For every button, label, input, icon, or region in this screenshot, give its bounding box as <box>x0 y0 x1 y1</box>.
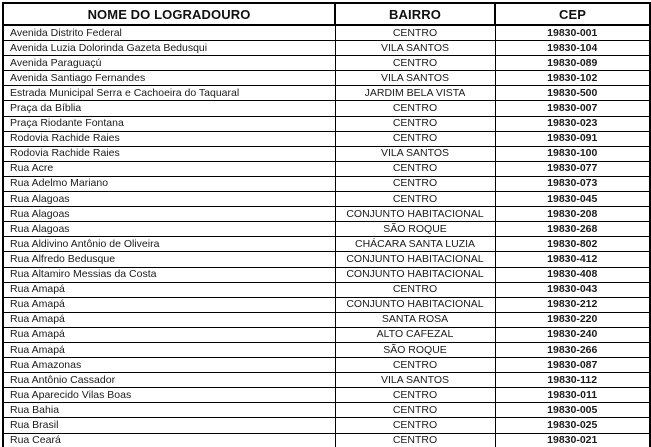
column-header-bairro: BAIRRO <box>335 3 495 25</box>
table-row <box>3 327 650 342</box>
table-row <box>3 56 650 71</box>
cell-logradouro: Rua Amapá <box>3 312 335 327</box>
cell-logradouro: Rua Alagoas <box>3 222 335 237</box>
cell-bairro: CENTRO <box>335 131 495 146</box>
cell-bairro: CENTRO <box>335 403 495 418</box>
cell-cep: 19830-021 <box>495 433 650 447</box>
cell-bairro: CONJUNTO HABITACIONAL <box>335 297 495 312</box>
cell-cep: 19830-011 <box>495 388 650 403</box>
cell-cep: 19830-001 <box>495 25 650 41</box>
cell-cep: 19830-073 <box>495 176 650 191</box>
table-row <box>3 237 650 252</box>
table-row <box>3 101 650 116</box>
cell-logradouro: Rodovia Rachide Raies <box>3 146 335 161</box>
cell-logradouro: Rua Bahia <box>3 403 335 418</box>
cell-bairro: CENTRO <box>335 388 495 403</box>
cell-bairro: VILA SANTOS <box>335 41 495 56</box>
cell-cep: 19830-077 <box>495 161 650 176</box>
cell-cep: 19830-100 <box>495 146 650 161</box>
cell-bairro: CENTRO <box>335 433 495 447</box>
cell-bairro: CONJUNTO HABITACIONAL <box>335 267 495 282</box>
cell-logradouro: Rua Amazonas <box>3 358 335 373</box>
cell-cep: 19830-089 <box>495 56 650 71</box>
cell-logradouro: Avenida Paraguaçú <box>3 56 335 71</box>
cell-cep: 19830-005 <box>495 403 650 418</box>
cell-cep: 19830-043 <box>495 282 650 297</box>
cell-cep: 19830-091 <box>495 131 650 146</box>
table-row <box>3 297 650 312</box>
cell-logradouro: Rua Alagoas <box>3 207 335 222</box>
cell-cep: 19830-112 <box>495 373 650 388</box>
table-row <box>3 418 650 433</box>
cell-logradouro: Avenida Distrito Federal <box>3 25 335 41</box>
table-row <box>3 358 650 373</box>
cell-bairro: VILA SANTOS <box>335 71 495 86</box>
table-row <box>3 252 650 267</box>
table-row <box>3 146 650 161</box>
cell-logradouro: Rua Amapá <box>3 342 335 357</box>
table-row <box>3 282 650 297</box>
cell-bairro: JARDIM BELA VISTA <box>335 86 495 101</box>
column-header-cep: CEP <box>495 3 650 25</box>
cell-logradouro: Avenida Santiago Fernandes <box>3 71 335 86</box>
cell-bairro: CENTRO <box>335 116 495 131</box>
cell-cep: 19830-408 <box>495 267 650 282</box>
cell-cep: 19830-102 <box>495 71 650 86</box>
cell-bairro: CENTRO <box>335 161 495 176</box>
cell-bairro: CENTRO <box>335 282 495 297</box>
cell-logradouro: Rua Brasil <box>3 418 335 433</box>
table-row <box>3 71 650 86</box>
table-row <box>3 312 650 327</box>
cell-bairro: CENTRO <box>335 56 495 71</box>
cell-cep: 19830-045 <box>495 192 650 207</box>
cell-cep: 19830-802 <box>495 237 650 252</box>
cell-cep: 19830-268 <box>495 222 650 237</box>
cell-logradouro: Rua Altamiro Messias da Costa <box>3 267 335 282</box>
cell-bairro: CENTRO <box>335 418 495 433</box>
table-row <box>3 222 650 237</box>
cell-logradouro: Rua Alagoas <box>3 192 335 207</box>
table-row <box>3 342 650 357</box>
table-row <box>3 267 650 282</box>
cell-bairro: CENTRO <box>335 192 495 207</box>
cell-bairro: CENTRO <box>335 101 495 116</box>
table-row <box>3 41 650 56</box>
table-row <box>3 116 650 131</box>
cell-cep: 19830-220 <box>495 312 650 327</box>
table-row <box>3 161 650 176</box>
table-row <box>3 388 650 403</box>
table-row <box>3 403 650 418</box>
table-row <box>3 433 650 447</box>
cell-bairro: CONJUNTO HABITACIONAL <box>335 252 495 267</box>
cell-logradouro: Rua Acre <box>3 161 335 176</box>
cell-bairro: SÃO ROQUE <box>335 342 495 357</box>
cell-bairro: SANTA ROSA <box>335 312 495 327</box>
cell-cep: 19830-500 <box>495 86 650 101</box>
cell-logradouro: Rua Amapá <box>3 327 335 342</box>
cell-logradouro: Praça da Bíblia <box>3 101 335 116</box>
table-row <box>3 131 650 146</box>
cep-table <box>2 2 651 447</box>
cell-logradouro: Rua Aldivino Antônio de Oliveira <box>3 237 335 252</box>
table-row <box>3 192 650 207</box>
table-row <box>3 176 650 191</box>
table-row <box>3 86 650 101</box>
cell-cep: 19830-208 <box>495 207 650 222</box>
cell-cep: 19830-212 <box>495 297 650 312</box>
cell-bairro: SÃO ROQUE <box>335 222 495 237</box>
cell-logradouro: Estrada Municipal Serra e Cachoeira do Taquaral <box>3 86 335 101</box>
cell-bairro: CENTRO <box>335 176 495 191</box>
cell-cep: 19830-240 <box>495 327 650 342</box>
cell-cep: 19830-023 <box>495 116 650 131</box>
column-header-logradouro: NOME DO LOGRADOURO <box>3 3 335 25</box>
cell-logradouro: Rua Adelmo Mariano <box>3 176 335 191</box>
table-row <box>3 207 650 222</box>
cell-bairro: ALTO CAFEZAL <box>335 327 495 342</box>
cell-logradouro: Rua Ceará <box>3 433 335 447</box>
cell-bairro: CENTRO <box>335 358 495 373</box>
cell-bairro: CHÁCARA SANTA LUZIA <box>335 237 495 252</box>
cell-cep: 19830-087 <box>495 358 650 373</box>
cell-bairro: CONJUNTO HABITACIONAL <box>335 207 495 222</box>
cell-cep: 19830-412 <box>495 252 650 267</box>
cell-bairro: CENTRO <box>335 25 495 41</box>
cell-logradouro: Rua Amapá <box>3 282 335 297</box>
table-row <box>3 25 650 41</box>
cell-cep: 19830-007 <box>495 101 650 116</box>
cell-logradouro: Rua Antônio Cassador <box>3 373 335 388</box>
cell-logradouro: Rua Aparecido Vilas Boas <box>3 388 335 403</box>
cell-logradouro: Rua Alfredo Bedusque <box>3 252 335 267</box>
table-header-row <box>3 3 650 25</box>
cell-logradouro: Rua Amapá <box>3 297 335 312</box>
cell-cep: 19830-025 <box>495 418 650 433</box>
cell-logradouro: Avenida Luzia Dolorinda Gazeta Bedusqui <box>3 41 335 56</box>
cell-logradouro: Rodovia Rachide Raies <box>3 131 335 146</box>
cell-logradouro: Praça Riodante Fontana <box>3 116 335 131</box>
cell-cep: 19830-266 <box>495 342 650 357</box>
table-row <box>3 373 650 388</box>
cell-cep: 19830-104 <box>495 41 650 56</box>
cell-bairro: VILA SANTOS <box>335 146 495 161</box>
cell-bairro: VILA SANTOS <box>335 373 495 388</box>
table-body <box>3 25 650 447</box>
